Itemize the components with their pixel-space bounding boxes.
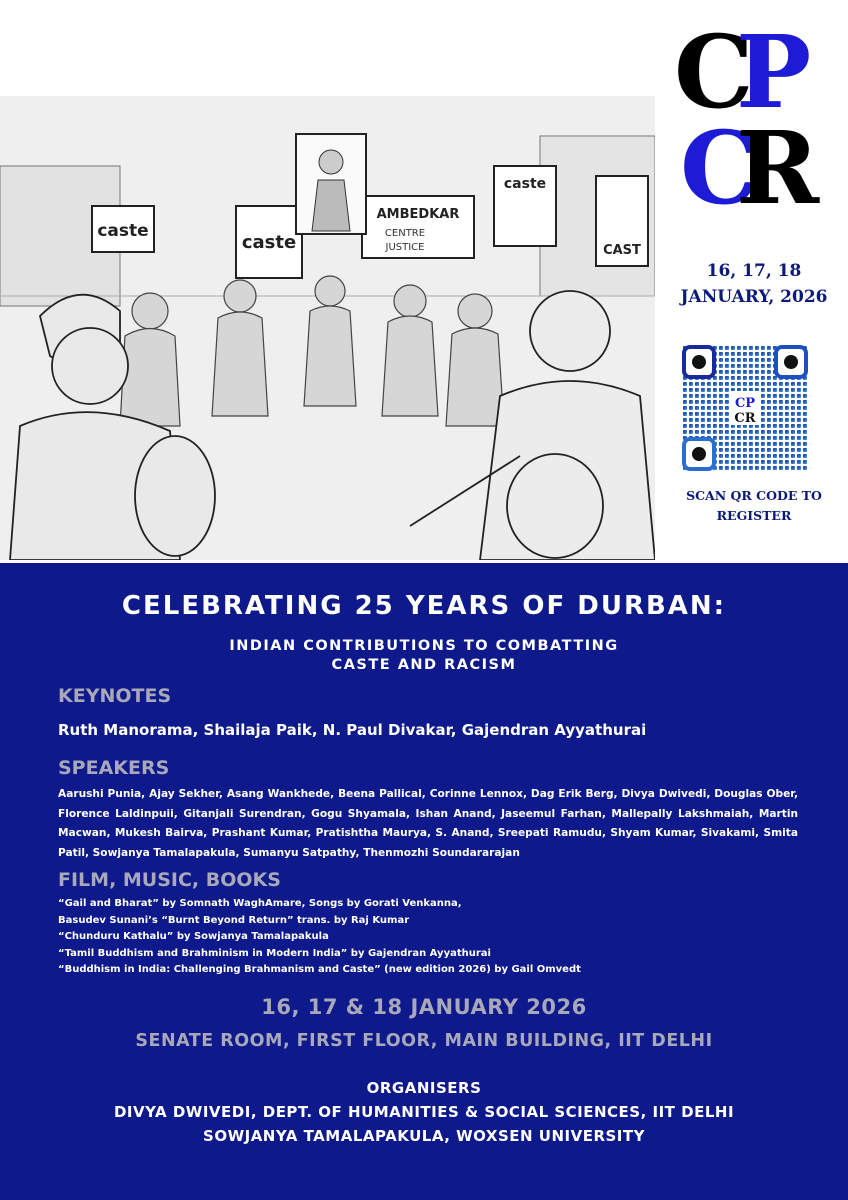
placard-4-text: caste bbox=[503, 176, 547, 192]
event-date: 16, 17 & 18 JANUARY 2026 bbox=[261, 995, 587, 1019]
sidebar-dates-line1: 16, 17, 18 bbox=[706, 261, 802, 281]
placard-1-text: caste bbox=[97, 221, 149, 241]
placard-3-text: AMBEDKAR bbox=[376, 207, 460, 222]
event-venue: SENATE ROOM, FIRST FLOOR, MAIN BUILDING, IIT DELHI bbox=[135, 1031, 713, 1051]
organiser-line-1: DIVYA DWIVEDI, DEPT. OF HUMANITIES & SOCIAL SCIENCES, IIT DELHI bbox=[113, 1103, 735, 1121]
event-subtitle bbox=[0, 637, 848, 675]
sidebar-dates bbox=[660, 258, 848, 310]
qr-caption-line2: REGISTER bbox=[716, 508, 792, 523]
logo-letter-p: P bbox=[736, 13, 812, 131]
info-panel bbox=[0, 563, 848, 1200]
cpcr-logo bbox=[674, 13, 834, 227]
speakers-heading: SPEAKERS bbox=[58, 757, 170, 779]
sidebar-dates-line2: JANUARY, 2026 bbox=[680, 287, 828, 307]
keynotes-heading: KEYNOTES bbox=[58, 685, 172, 707]
speakers-names: Aarushi Punia, Ajay Sekher, Asang Wankhede, Beena Pallical, Corinne Lennox, Dag Erik Berg, Divya Dwivedi, Douglas Ober, Florence Laldinpuii, Gitanjali Surendran, Gogu Shyamala, Ishan Anand, Jaseemul Farhan, Mallepally Lakshmaiah, Martin Macwan, Mukesh Bairva, Prashant Kumar, Pratishtha Maurya, S. Anand, Sreepati Ramudu, Shyam Kumar, Sivakami, Smita Patil, Sowjanya Tamalapakula, Sumanyu Satpathy, Thenmozhi Soundararajan bbox=[58, 788, 798, 859]
logo-letter-c2: C bbox=[680, 109, 760, 227]
protest-illustration bbox=[0, 96, 655, 560]
keynotes-names: Ruth Manorama, Shailaja Paik, N. Paul Divakar, Gajendran Ayyathurai bbox=[58, 721, 647, 739]
event-title: CELEBRATING 25 YEARS OF DURBAN: bbox=[121, 591, 727, 621]
organisers-heading: ORGANISERS bbox=[366, 1079, 482, 1097]
protest-sketch bbox=[0, 96, 655, 560]
film-music-books-heading: FILM, MUSIC, BOOKS bbox=[58, 869, 281, 891]
list-item: “Chunduru Kathalu” by Sowjanya Tamalapakula bbox=[58, 931, 329, 942]
list-item: “Buddhism in India: Challenging Brahmanism and Caste” (new edition 2026) by Gail Omvedt bbox=[58, 964, 581, 975]
registration-qr-code[interactable] bbox=[682, 345, 808, 471]
qr-center-logo-bottom: CR bbox=[734, 411, 756, 426]
event-subtitle-line2: CASTE AND RACISM bbox=[331, 657, 517, 673]
event-subtitle-line1: INDIAN CONTRIBUTIONS TO COMBATTING bbox=[229, 638, 619, 654]
qr-caption-line1: SCAN QR CODE TO bbox=[686, 488, 822, 503]
placard-3-text-3: JUSTICE bbox=[385, 242, 425, 253]
list-item: “Gail and Bharat” by Somnath WaghAmare, Songs by Gorati Venkanna, bbox=[58, 898, 462, 909]
logo-letter-c1: C bbox=[674, 13, 754, 131]
placard-3-text-2: CENTRE bbox=[384, 228, 426, 239]
organiser-line-2: SOWJANYA TAMALAPAKULA, WOXSEN UNIVERSITY bbox=[203, 1127, 645, 1145]
header-area bbox=[0, 0, 848, 563]
placard-5-text: CAST bbox=[603, 243, 641, 258]
list-item: “Tamil Buddhism and Brahminism in Modern India” by Gajendran Ayyathurai bbox=[58, 947, 491, 959]
qr-caption bbox=[660, 486, 848, 526]
list-item: Basudev Sunani’s “Burnt Beyond Return” trans. by Raj Kumar bbox=[58, 914, 410, 926]
sidebar bbox=[660, 0, 848, 563]
qr-code-graphic bbox=[682, 345, 808, 471]
placard-2-text: caste bbox=[241, 232, 297, 253]
film-music-books-list bbox=[58, 896, 798, 979]
logo-letter-r: R bbox=[736, 109, 820, 227]
qr-center-logo-top: CP bbox=[734, 396, 756, 411]
